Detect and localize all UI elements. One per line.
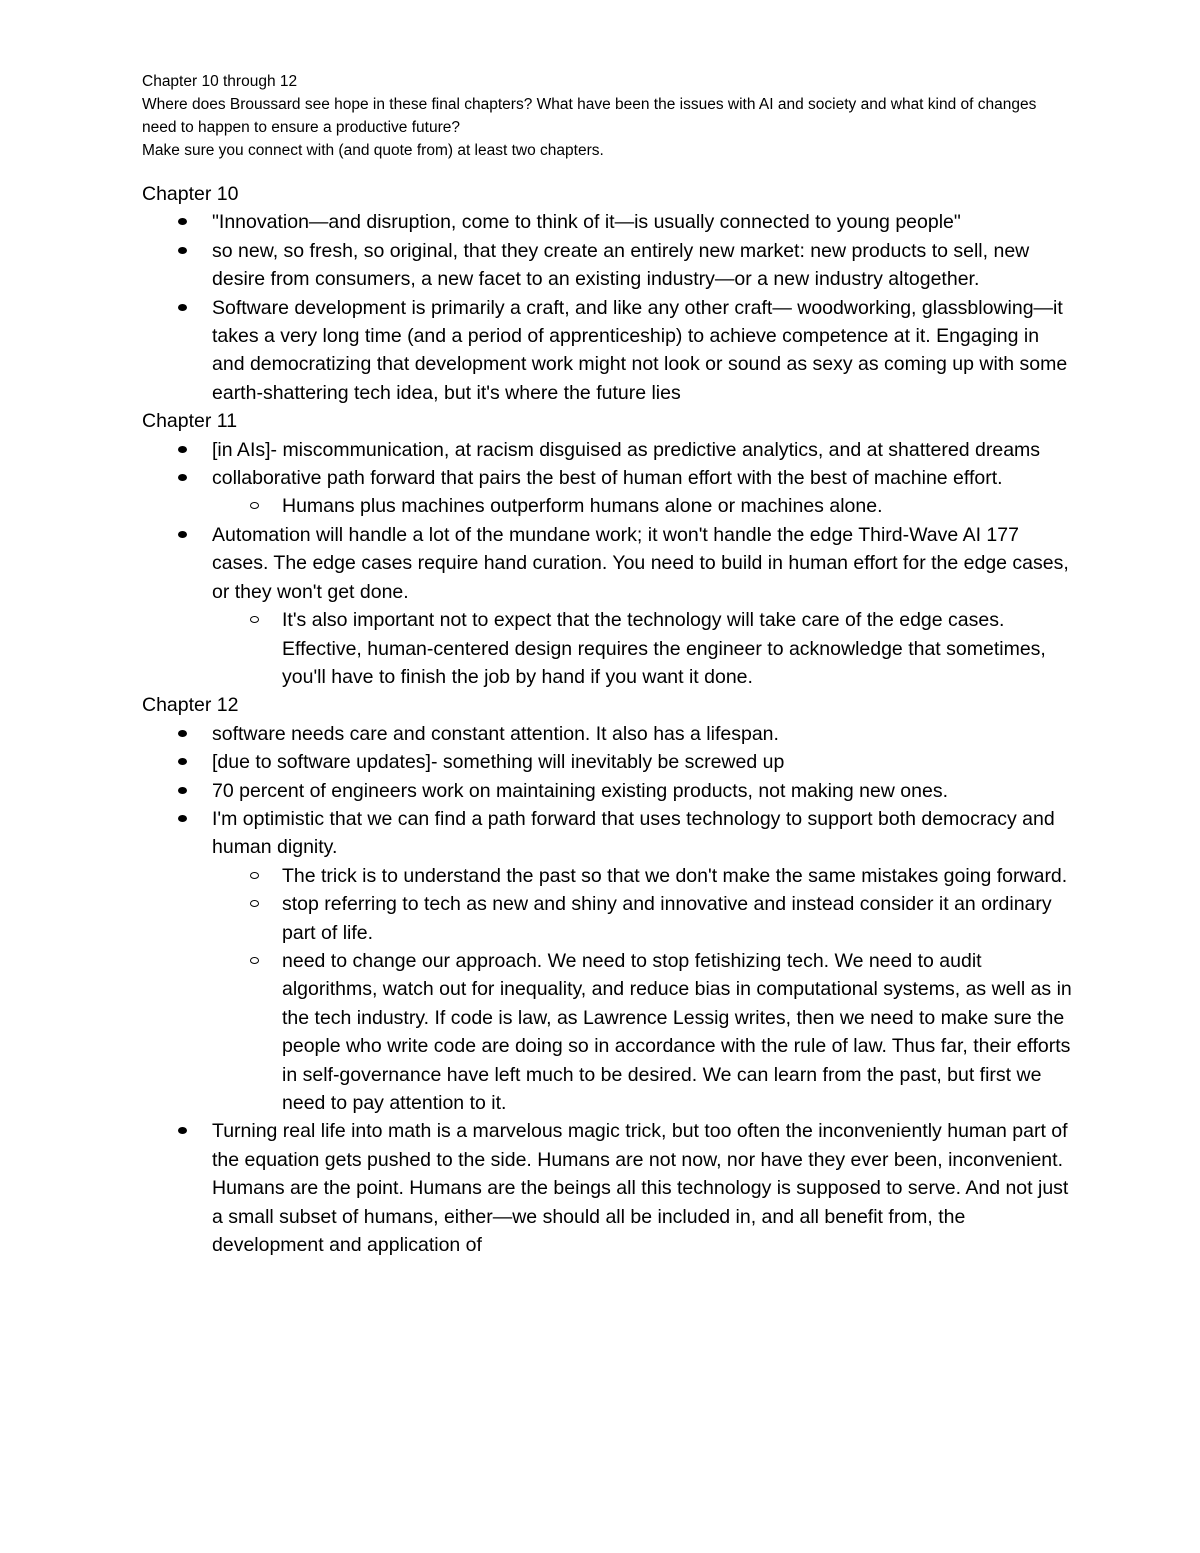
prompt-instruction: Make sure you connect with (and quote from) at least two chapters. (142, 142, 604, 159)
list-item (142, 464, 1072, 492)
circle-bullet-icon (250, 872, 259, 879)
bullet-list (142, 720, 1072, 862)
list-item (142, 1117, 1072, 1259)
bullet-icon (178, 218, 187, 225)
bullet-icon (178, 446, 187, 453)
sub-bullet-list (212, 862, 1072, 1118)
chapter-heading: Chapter 11 (142, 410, 238, 433)
bullet-text: Software development is primarily a craft, and like any other craft— woodworking, glassblowing—it takes a very long time (and a period of apprenticeship) to achieve competence at it. Engaging in and democratizing that development work might not look or sound as sexy as coming up with some earth-shattering tech idea, but it's where the future lies (212, 296, 1068, 404)
list-item (142, 748, 1072, 776)
prompt-question: Where does Broussard see hope in these final chapters? What have been the issues with AI and society and what kind of changes need to happen to ensure a productive future? (142, 96, 1037, 136)
document-page (142, 70, 1072, 1259)
assignment-prompt (142, 70, 1072, 162)
chapter-section (142, 691, 1072, 1259)
bullet-text: [due to software updates]- something will inevitably be screwed up (212, 751, 785, 774)
bullet-text: Automation will handle a lot of the mundane work; it won't handle the edge Third-Wave AI 177 cases. The edge cases require hand curation. You need to build in human effort for the edge cases, or they won't get done. (212, 523, 1069, 603)
bullet-icon (178, 787, 187, 794)
list-item (142, 521, 1072, 606)
chapter-heading: Chapter 12 (142, 694, 239, 717)
circle-bullet-icon (250, 900, 259, 907)
bullet-list (142, 1117, 1072, 1259)
sub-list-item (212, 606, 1072, 691)
sub-bullet-text: need to change our approach. We need to stop fetishizing tech. We need to audit algorithms, watch out for inequality, and reduce bias in computational systems, as well as in the tech industry. If code is law, as Lawrence Lessig writes, then we need to make sure the people who write code are doing so in accordance with the rule of law. Thus far, their efforts in self-governance have left much to be desired. We can learn from the past, but first we need to pay attention to it. (282, 949, 1072, 1114)
list-item (142, 777, 1072, 805)
chapter-heading: Chapter 10 (142, 183, 239, 205)
bullet-icon (178, 531, 187, 538)
circle-bullet-icon (250, 502, 259, 509)
sub-list-item (212, 862, 1072, 890)
spacer (142, 162, 1072, 180)
bullet-text: "Innovation—and disruption, come to think of it—is usually connected to young people" (212, 211, 961, 234)
sub-list-item (212, 890, 1072, 947)
bullet-text: 70 percent of engineers work on maintaining existing products, not making new ones. (212, 779, 949, 802)
sub-list-item (212, 947, 1072, 1117)
list-item (142, 294, 1072, 408)
bullet-list (142, 208, 1072, 407)
bullet-text: collaborative path forward that pairs the best of human effort with the best of machine effort. (212, 467, 1003, 490)
circle-bullet-icon (250, 616, 259, 623)
bullet-icon (178, 815, 187, 822)
circle-bullet-icon (250, 957, 259, 964)
list-item (142, 805, 1072, 862)
bullet-text: Turning real life into math is a marvelous magic trick, but too often the inconveniently human part of the equation gets pushed to the side. Humans are not now, nor have they ever been, inconvenient. Humans are the point. Humans are the beings all this technology is supposed to serve. And not just a small subset of humans, either—we should all be included in, and all benefit from, the development and application of (212, 1120, 1069, 1257)
sub-bullet-list (212, 492, 1072, 520)
bullet-text: software needs care and constant attention. It also has a lifespan. (212, 722, 779, 745)
bullet-list (142, 436, 1072, 493)
bullet-icon (178, 1127, 187, 1134)
list-item (142, 436, 1072, 464)
bullet-text: so new, so fresh, so original, that they create an entirely new market: new products to sell, new desire from consumers, a new facet to an existing industry—or a new industry altogether. (212, 239, 1030, 291)
sub-bullet-list (212, 606, 1072, 691)
chapter-section (142, 180, 1072, 407)
sub-bullet-text: Humans plus machines outperform humans alone or machines alone. (282, 495, 883, 518)
sub-bullet-text: It's also important not to expect that the technology will take care of the edge cases. Effective, human-centered design requires the engineer to acknowledge that sometimes, you'll have to finish the job by hand if you want it done. (282, 609, 1046, 688)
bullet-list (142, 521, 1072, 606)
bullet-icon (178, 474, 187, 481)
list-item (142, 237, 1072, 294)
list-item (142, 720, 1072, 748)
sub-list-item (212, 492, 1072, 520)
chapter-section (142, 407, 1072, 691)
bullet-icon (178, 247, 187, 254)
sub-bullet-text: stop referring to tech as new and shiny and innovative and instead consider it an ordinary part of life. (282, 893, 1052, 944)
sub-bullet-text: The trick is to understand the past so that we don't make the same mistakes going forward. (282, 864, 1068, 887)
bullet-icon (178, 304, 187, 311)
prompt-title: Chapter 10 through 12 (142, 73, 298, 90)
bullet-text: [in AIs]- miscommunication, at racism disguised as predictive analytics, and at shattered dreams (212, 438, 1041, 461)
list-item (142, 208, 1072, 236)
bullet-icon (178, 758, 187, 765)
bullet-icon (178, 730, 187, 737)
bullet-text: I'm optimistic that we can find a path forward that uses technology to support both democracy and human dignity. (212, 807, 1055, 859)
